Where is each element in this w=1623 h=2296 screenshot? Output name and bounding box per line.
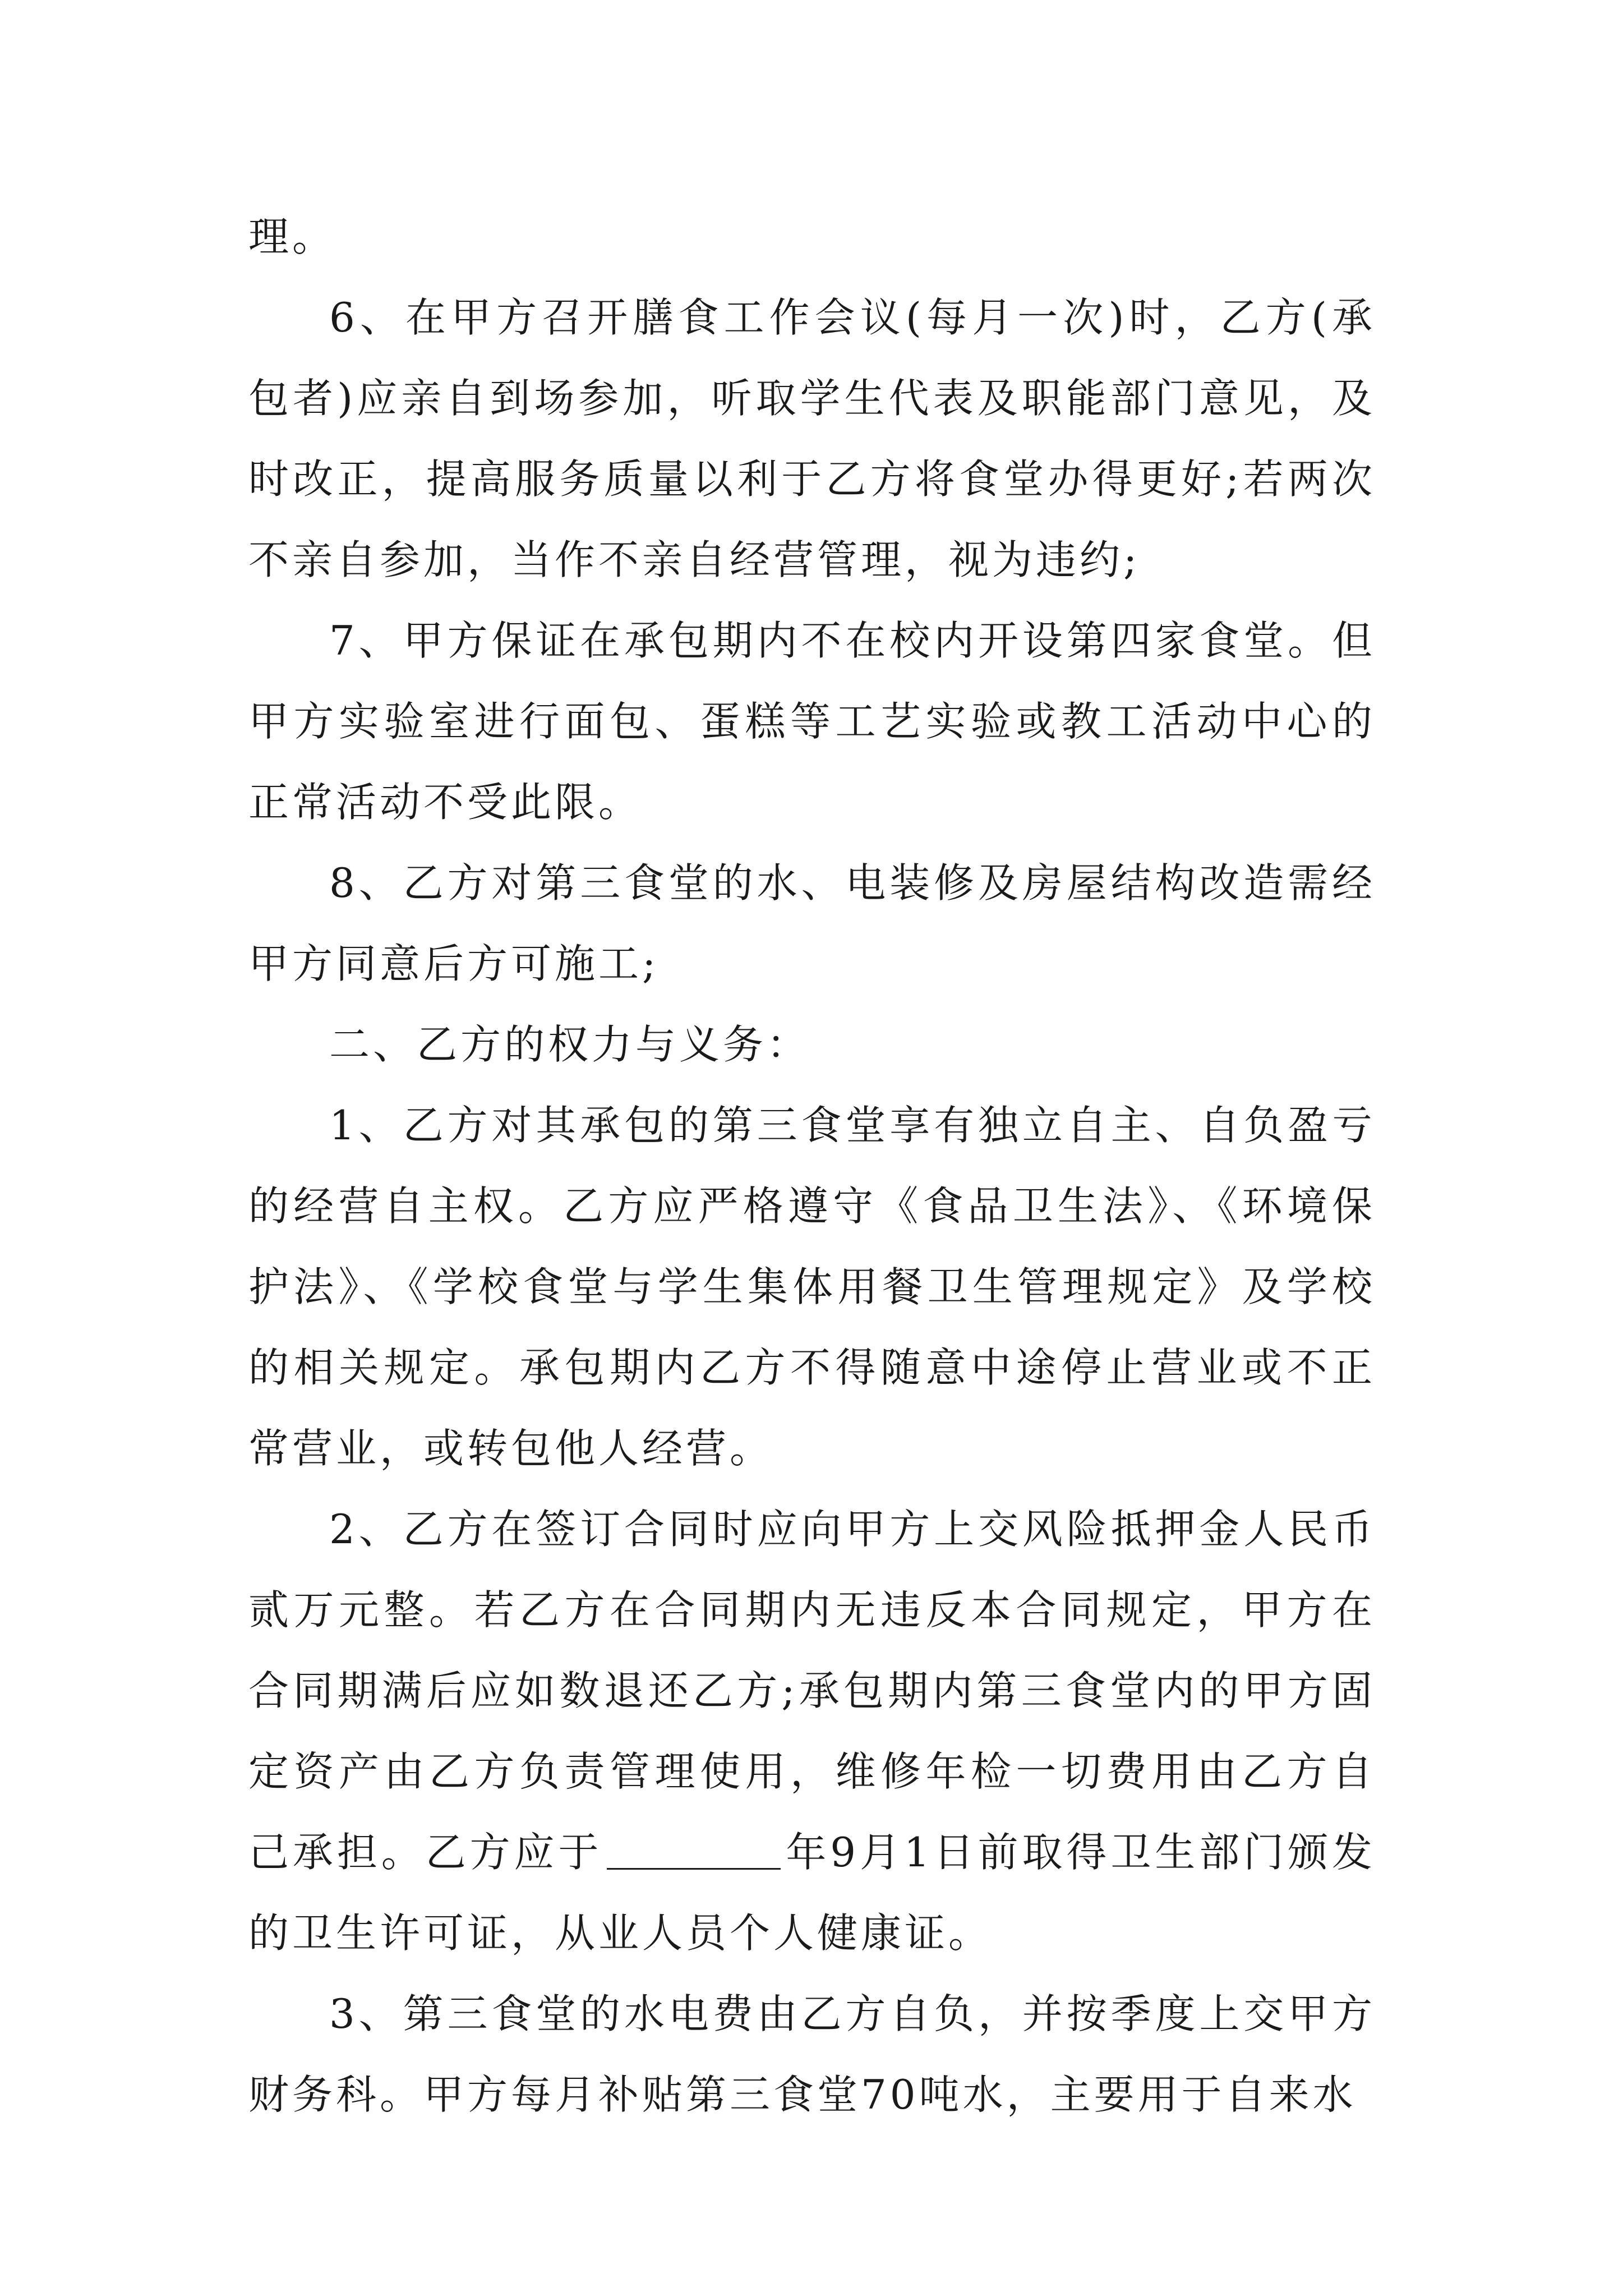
paragraph-b-item-1: 1、乙方对其承包的第三食堂享有独立自主、自负盈亏的经营自主权。乙方应严格遵守《食品卫生法》、《环境保护法》、《学校食堂与学生集体用餐卫生管理规定》及学校的相关规定。承包期内乙方不得随意中途停止营业或不正常营业，或转包他人经营。 <box>248 1102 1376 1472</box>
document-body <box>248 196 1376 2135</box>
paragraph-item-6: 6、在甲方召开膳食工作会议(每月一次)时，乙方(承包者)应亲自到场参加，听取学生代表及职能部门意见，及时改正，提高服务质量以利于乙方将食堂办得更好;若两次不亲自参加，当作不亲自经营管理，视为违约; <box>248 294 1376 583</box>
paragraph-b-item-2 <box>248 1489 1376 1973</box>
paragraph-b-item-3: 3、第三食堂的水电费由乙方自负，并按季度上交甲方财务科。甲方每月补贴第三食堂70吨水，主要用于自来水 <box>248 1990 1376 2118</box>
paragraph-b-item-2-part-2: 年9月1日前取得卫生部门颁发的卫生许可证，从业人员个人健康证。 <box>248 1829 1376 1957</box>
year-blank-field <box>607 1828 781 1870</box>
paragraph-continuation: 理。 <box>248 213 336 260</box>
section-heading-party-b-rights: 二、乙方的权力与义务： <box>329 1021 811 1068</box>
paragraph-item-7: 7、甲方保证在承包期内不在校内开设第四家食堂。但甲方实验室进行面包、蛋糕等工艺实验或教工活动中心的正常活动不受此限。 <box>248 617 1376 826</box>
paragraph-b-item-2-part-1: 2、乙方在签订合同时应向甲方上交风险抵押金人民币贰万元整。若乙方在合同期内无违反本合同规定，甲方在合同期满后应如数退还乙方;承包期内第三食堂内的甲方固定资产由乙方负责管理使用，维修年检一切费用由乙方自己承担。乙方应于 <box>248 1506 1376 1876</box>
paragraph-item-8: 8、乙方对第三食堂的水、电装修及房屋结构改造需经甲方同意后方可施工; <box>248 859 1376 987</box>
